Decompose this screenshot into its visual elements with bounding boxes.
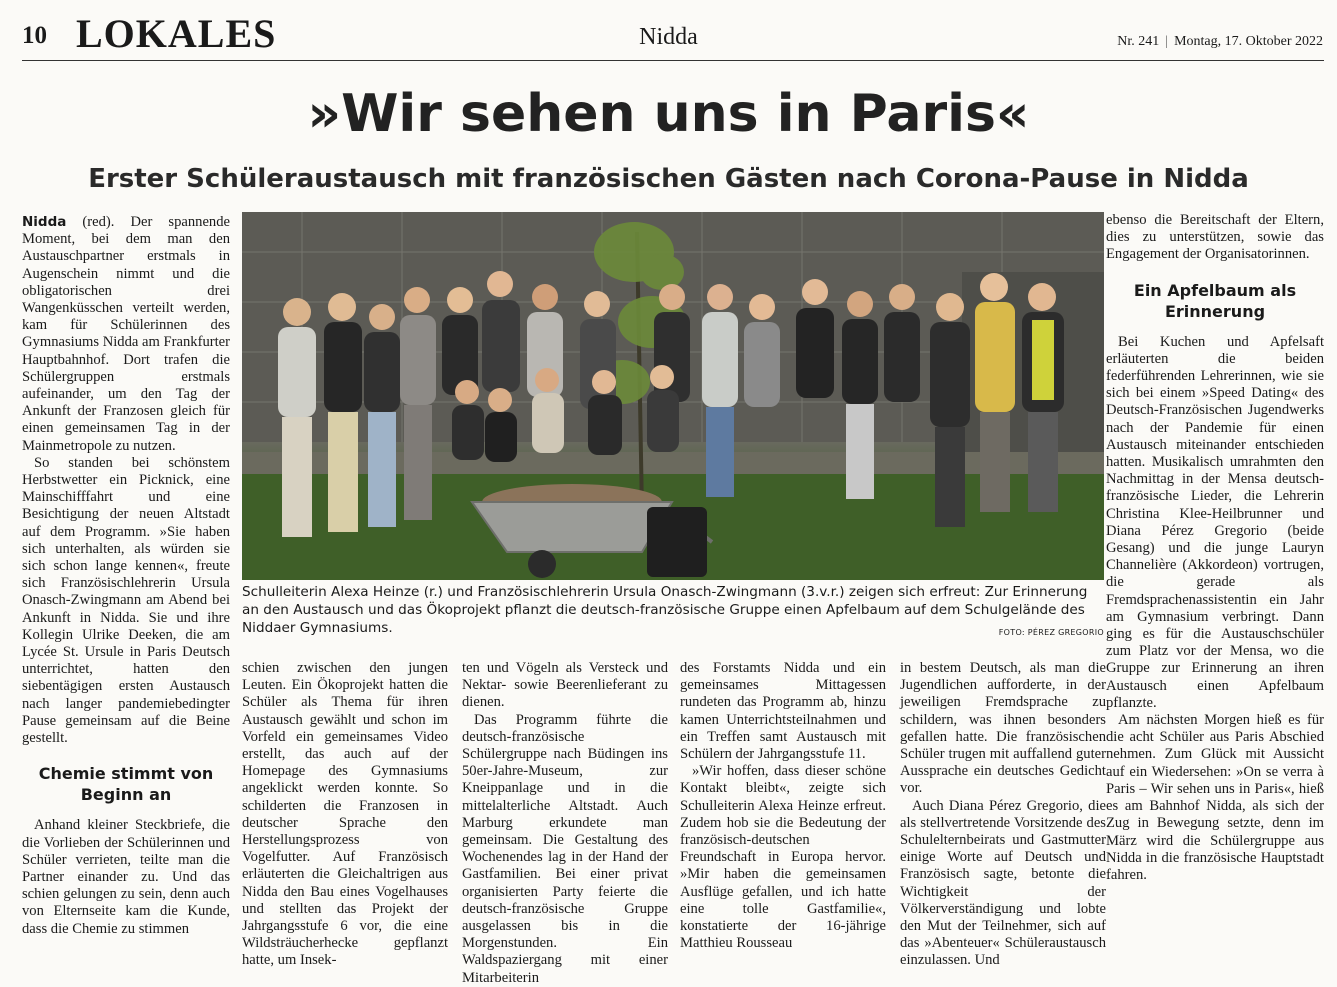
header-rule	[22, 60, 1324, 61]
article-column-4	[680, 660, 886, 972]
page-number: 10	[22, 22, 47, 49]
paragraph: Bei Kuchen und Apfelsaft erläuterten die beiden federführenden Lehrerinnen, wie sie sich bei einem »Speed Dating« des Deutsch-Französischen Jugendwerks nach der Pandemie für einen Austausch miteinander entschieden hatten. Musikalisch umrahmten den Nachmittag in der Mensa deutsch-französische Lieder, die Lehrerin Christina Klee-Heilbrunner und Diana Pérez Gregorio (beide Gesang) und die junge Lauryn Channelière (Akkordeon) vortrugen, die gerade als Fremdsprachenassistentin ein Jahr am Gymnasium verbringt. Dann ging es für die Austauschschüler zum Platz vor der Mensa, wo die Gruppe zur Erinnerung an ihren Austausch einen Apfelbaum pflanzte.	[1106, 333, 1324, 711]
photo-caption: Schulleiterin Alexa Heinze (r.) und Französischlehrerin Ursula Onasch-Zwingmann (3.v.r.) zeigen sich erfreut: Zur Erinnerung an den Austausch und das Ökoprojekt pflanzt die deutsch-französische Gruppe einen Apfelbaum auf dem Schulgelände des Niddaer Gymnasiums.	[242, 584, 1088, 636]
subheading-chemie: Chemie stimmt von Beginn an	[38, 764, 214, 805]
article-column-6	[1106, 212, 1324, 972]
paragraph: Anhand kleiner Steckbriefe, die die Vorlieben der Schülerinnen und Schüler verrieten, teilte man die Partner einander zu. Und das schien gelungen zu sein, denn auch von Elternseite kam die Kunde, dass die Chemie zu stimmen	[22, 817, 230, 937]
article-column-2	[242, 660, 448, 972]
section-title: LOKALES	[76, 11, 277, 56]
paragraph: ten und Vögeln als Versteck und Nektar- sowie Beerenlieferant zu dienen.	[462, 660, 668, 711]
issue-number: Nr. 241	[1117, 34, 1160, 49]
issue-separator: |	[1165, 34, 1169, 49]
paragraph: Das Programm führte die deutsch-französische Schülergruppe nach Büdingen ins 50er-Jahre-Museum, zur Kneippanlage und in die mittelalterliche Altstadt. Auch Marburg erkundete man gemeinsam. Die Gestaltung des Wochenendes lag in der Hand der Gastfamilien. Bei einer privat organisierten Party feierte die deutsch-französische Gruppe ausgelassen bis in die Morgenstunden. Ein Waldspaziergang mit einer Mitarbeiterin	[462, 711, 668, 986]
photo-credit: FOTO: PÉREZ GREGORIO	[998, 628, 1104, 637]
paragraph: Am nächsten Morgen hieß es für die acht Schüler aus Paris Abschied nehmen. Zum Glück mit Aussicht auf ein Wiedersehen: »On se verra à Paris – Wir sehen uns in Paris«, hieß es am Bahnhof Nidda, als sich der Zug in Bewegung setzte, denn im März wird die Schülergruppe aus Nidda in die französische Hauptstadt fahren.	[1106, 712, 1324, 883]
locality-label: Nidda	[639, 24, 698, 50]
page-header	[0, 0, 1337, 62]
paragraph: So standen bei schönstem Herbstwetter ein Picknick, eine Mainschifffahrt und eine Besichtigung der neuen Altstadt auf dem Programm. »Sie haben sich unterhalten, als würden sie sich schon lange kennen«, freute sich Französischlehrerin Ursula Onasch-Zwingmann am Abend bei Ankunft in Nidda. Sie und ihre Kollegin Ulrike Deeken, die am Lycée St. Ursule in Paris Deutsch unterrichtet, hatten den siebentägigen ersten Austausch nach langer pandemiebedingter Pause gemeinsam auf die Beine gestellt.	[22, 454, 230, 747]
paragraph: schien zwischen den jungen Leuten. Ein Ökoprojekt hatten die Schüler als Thema für ihren Austausch gewählt und schon im Vorfeld ein gemeinsames Video erstellt, das auch auf der Homepage des Gymnasiums angeklickt werden konnte. So schilderten die Franzosen in deutscher Sprache den Herstellungsprozess von Vogelfutter. Auf Französisch erläuterten die Gleichaltrigen aus Nidda den Bau eines Vogelhauses und stellten das Projekt der Jahrgangsstufe 6 vor, die eine Wildsträucherhecke gepflanzt hatte, um Insek-	[242, 660, 448, 969]
article-column-3	[462, 660, 668, 986]
group-photo-illustration	[242, 212, 1104, 580]
subheading-apfelbaum: Ein Apfelbaum als Erinnerung	[1133, 280, 1297, 321]
issue-date: Montag, 17. Oktober 2022	[1174, 34, 1323, 49]
group-photo	[242, 212, 1104, 580]
paragraph: ebenso die Bereitschaft der Eltern, dies zu unterstützen, sowie das Engagement der Organisatorinnen.	[1106, 212, 1324, 263]
article-subheadline: Erster Schüleraustausch mit französischen Gästen nach Corona-Pause in Nidda	[88, 164, 1249, 194]
dateline: Nidda	[22, 214, 67, 230]
paragraph: in bestem Deutsch, als man die Jugendlichen aufforderte, in der jeweiligen Fremdsprache zu schildern, was ihnen besonders gefallen hatte. Die französischen Schüler trugen mit auffallend guter Aussprache ein deutsches Gedicht vor.	[900, 660, 1106, 797]
article-column-1	[22, 214, 230, 974]
paragraph: Auch Diana Pérez Gregorio, die als stellvertretende Vorsitzende des Schulelternbeirats und Gastmutter einige Worte auf Deutsch und Französisch sagte, betonte die Wichtigkeit der Völkerverständigung und lobte den Mut der Teilnehmer, sich auf das »Abenteuer« Schüleraustausch einzulassen. Und	[900, 797, 1106, 969]
lead-text: (red). Der spannende Moment, bei dem man den Austauschpartner erstmals in Augenschein nimmt und die obligatorischen drei Wangenküsschen verteilt werden, kam für Schülerinnen des Gymnasiums Nidda am Frankfurter Hauptbahnhof. Dort trafen die Schülergruppen erstmals aufeinander, um den Tag der Ankunft der Franzosen gleich für einen gemeinsamen Tag in der Mainmetropole zu nutzen.	[22, 214, 230, 454]
lead-paragraph	[22, 214, 230, 455]
article-headline: »Wir sehen uns in Paris«	[307, 84, 1030, 144]
paragraph: des Forstamts Nidda und ein gemeinsames Mittagessen rundeten das Programm ab, hinzu kamen Unterrichtsteilnahmen und ein Treffen samt Austausch mit Schülern der Jahrgangsstufe 11.	[680, 660, 886, 763]
paragraph: »Wir hoffen, dass dieser schöne Kontakt bleibt«, zeigte sich Schulleiterin Alexa Heinze erfreut. Zudem hob sie die Bedeutung der französisch-deutschen Freundschaft in Europa hervor. »Mir haben die gemeinsamen Ausflüge gefallen, und ich hatte eine tolle Gastfamilie«, konstatierte der 16-jährige Matthieu Rousseau	[680, 763, 886, 952]
issue-info	[1117, 34, 1323, 50]
article-column-5	[900, 660, 1106, 972]
